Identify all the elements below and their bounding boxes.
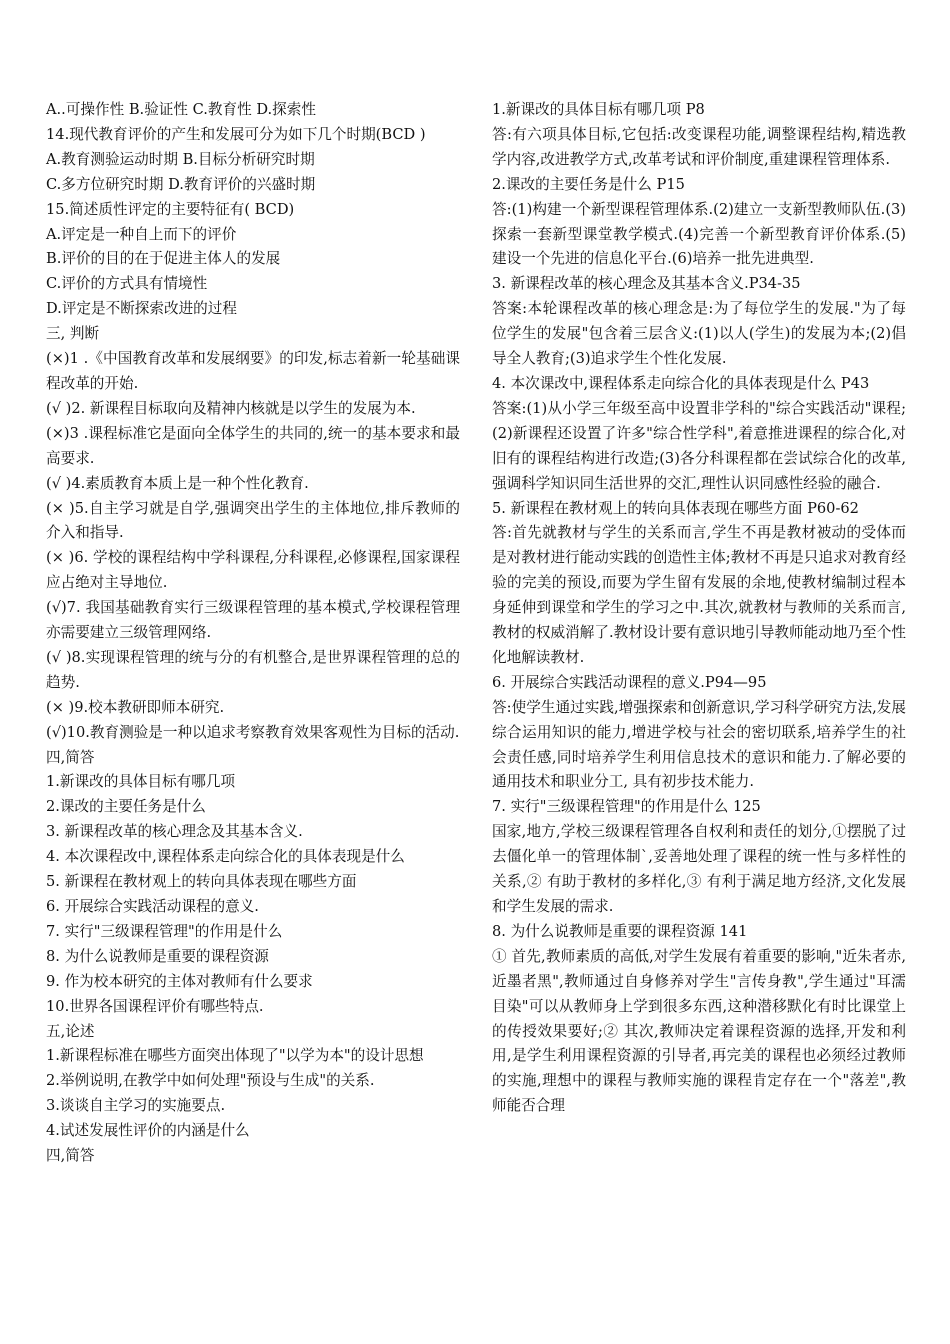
left-paragraph-31: 10.世界各国课程评价有哪些特点. — [46, 997, 264, 1015]
left-paragraph-18: (√ )8.实现课程管理的统与分的有机整合,是世界课程管理的总的趋势. — [46, 648, 460, 691]
left-paragraph-30: 9. 作为校本研究的主体对教师有什么要求 — [46, 972, 313, 990]
left-paragraph-26: 5. 新课程在教材观上的转向具体表现在哪些方面 — [46, 873, 357, 891]
left-paragraph-9: D.评定是不断探索改进的过程 — [46, 300, 237, 318]
right-column — [492, 98, 906, 1119]
left-column — [46, 98, 460, 1169]
left-paragraph-15: (× )5.自主学习就是自学,强调突出学生的主体地位,排斥教师的介入和指导. — [46, 499, 460, 542]
left-paragraph-34: 2.举例说明,在教学中如何处理"预设与生成"的关系. — [46, 1072, 375, 1090]
left-paragraph-35: 3.谈谈自主学习的实施要点. — [46, 1097, 226, 1115]
right-paragraph-4: 答:(1)构建一个新型课程管理体系.(2)建立一支新型教师队伍.(3)探索一套新型课堂教学模式.(4)完善一个新型教育评价体系.(5)建设一个先进的信息化平台.(6)培养一批先进典型. — [492, 200, 906, 268]
left-paragraph-20: (√)10.教育测验是一种以追求考察教育效果客观性为目标的活动. — [46, 723, 460, 741]
left-paragraph-24: 3. 新课程改革的核心理念及其基本含义. — [46, 823, 303, 841]
left-paragraph-5: 15.简述质性评定的主要特征有( BCD) — [46, 200, 295, 218]
left-paragraph-19: (× )9.校本教研即师本研究. — [46, 698, 225, 716]
right-paragraph-12: 答:使学生通过实践,增强探索和创新意识,学习科学研究方法,发展综合运用知识的能力,增进学校与社会的密切联系,培养学生的社会责任感,同时培养学生利用信息技术的意识和能力.了解必要的通用技术和职业分工, 具有初步技术能力. — [492, 698, 906, 791]
right-paragraph-5: 3. 新课程改革的核心理念及其基本含义.P34-35 — [492, 275, 801, 293]
right-paragraph-13: 7. 实行"三级课程管理"的作用是什么 125 — [492, 798, 761, 816]
left-paragraph-37: 四,简答 — [46, 1147, 95, 1165]
left-paragraph-23: 2.课改的主要任务是什么 — [46, 798, 206, 816]
left-paragraph-14: (√ )4.素质教育本质上是一种个性化教育. — [46, 474, 309, 492]
left-paragraph-10: 三, 判断 — [46, 325, 100, 343]
right-paragraph-6: 答案:本轮课程改革的核心理念是:为了每位学生的发展."为了每位学生的发展"包含着三层含义:(1)以人(学生)的发展为本;(2)倡导全人教育;(3)追求学生个性化发展. — [492, 300, 906, 368]
right-paragraph-8: 答案:(1)从小学三年级至高中设置非学科的"综合实践活动"课程;(2)新课程还设置了许多"综合性学科",着意推进课程的综合化,对旧有的课程结构进行改造;(3)各分科课程都在尝试综合化的改革,强调科学知识同生活世界的交汇,理性认识同感性经验的融合. — [492, 399, 906, 492]
left-paragraph-4: C.多方位研究时期 D.教育评价的兴盛时期 — [46, 175, 316, 193]
right-paragraph-10: 答:首先就教材与学生的关系而言,学生不再是教材被动的受体而是对教材进行能动实践的创造性主体;教材不再是只追求对教育经验的完美的预设,而要为学生留有发展的余地,使教材编制过程本身延伸到课堂和学生的学习之中.其次,就教材与教师的关系而言,教材的权威消解了.教材设计要有意识地引导教师能动地乃至个性化地解读教材. — [492, 524, 906, 666]
right-paragraph-9: 5. 新课程在教材观上的转向具体表现在哪些方面 P60-62 — [492, 499, 859, 517]
left-paragraph-21: 四,简答 — [46, 748, 95, 766]
left-paragraph-33: 1.新课程标准在哪些方面突出体现了"以学为本"的设计思想 — [46, 1047, 424, 1065]
left-paragraph-17: (√)7. 我国基础教育实行三级课程管理的基本模式,学校课程管理亦需要建立三级管理网络. — [46, 599, 460, 642]
right-paragraph-7: 4. 本次课改中,课程体系走向综合化的具体表现是什么 P43 — [492, 374, 870, 392]
left-paragraph-11: (×)1 .《中国教育改革和发展纲要》的印发,标志着新一轮基础课程改革的开始. — [46, 350, 460, 392]
left-paragraph-12: (√ )2. 新课程目标取向及精神内核就是以学生的发展为本. — [46, 399, 416, 417]
left-paragraph-28: 7. 实行"三级课程管理"的作用是什么 — [46, 922, 283, 940]
left-paragraph-27: 6. 开展综合实践活动课程的意义. — [46, 898, 259, 915]
right-paragraph-16: ① 首先,教师素质的高低,对学生发展有着重要的影响,"近朱者赤,近墨者黑",教师通过自身修养对学生"言传身教",学生通过"耳濡目染"可以从教师身上学到很多东西,这种潜移默化有时比课堂上的传授效果要好;② 其次,教师决定着课程资源的选择,开发和利用,是学生利用课程资源的引导者,再完美的课程也必须经过教师的实施,理想中的课程与教师实施的课程肯定存在一个"落差",教师能否合理 — [492, 947, 906, 1115]
left-paragraph-32: 五,论述 — [46, 1022, 95, 1040]
left-paragraph-2: 14.现代教育评价的产生和发展可分为如下几个时期(BCD ) — [46, 125, 426, 143]
left-paragraph-13: (×)3 .课程标准它是面向全体学生的共同的,统一的基本要求和最高要求. — [46, 424, 460, 467]
left-paragraph-3: A.教育测验运动时期 B.目标分析研究时期 — [46, 150, 315, 168]
right-paragraph-15: 8. 为什么说教师是重要的课程资源 141 — [492, 922, 748, 940]
right-paragraph-1: 1.新课改的具体目标有哪几项 P8 — [492, 101, 705, 118]
left-paragraph-6: A.评定是一种自上而下的评价 — [46, 225, 237, 243]
left-paragraph-16: (× )6. 学校的课程结构中学科课程,分科课程,必修课程,国家课程应占绝对主导地位. — [46, 549, 460, 592]
right-paragraph-11: 6. 开展综合实践活动课程的意义.P94—95 — [492, 673, 767, 691]
right-paragraph-14: 国家,地方,学校三级课程管理各自权利和责任的划分,①摆脱了过去僵化单一的管理体制`,妥善地处理了课程的统一性与多样性的关系,② 有助于教材的多样化,③ 有利于满足地方经济,文化发展和学生发展的需求. — [492, 823, 906, 915]
left-paragraph-8: C.评价的方式具有情境性 — [46, 275, 208, 293]
left-paragraph-7: B.评价的目的在于促进主体人的发展 — [46, 250, 281, 268]
left-paragraph-22: 1.新课改的具体目标有哪几项 — [46, 773, 236, 791]
left-paragraph-29: 8. 为什么说教师是重要的课程资源 — [46, 947, 269, 965]
left-paragraph-36: 4.试述发展性评价的内涵是什么 — [46, 1122, 250, 1140]
left-paragraph-1: A..可操作性 B.验证性 C.教育性 D.探索性 — [46, 101, 316, 118]
right-paragraph-2: 答:有六项具体目标,它包括:改变课程功能,调整课程结构,精选教学内容,改进教学方式,改革考试和评价制度,重建课程管理体系. — [492, 125, 906, 168]
left-paragraph-25: 4. 本次课程改中,课程体系走向综合化的具体表现是什么 — [46, 848, 405, 866]
right-paragraph-3: 2.课改的主要任务是什么 P15 — [492, 175, 685, 193]
